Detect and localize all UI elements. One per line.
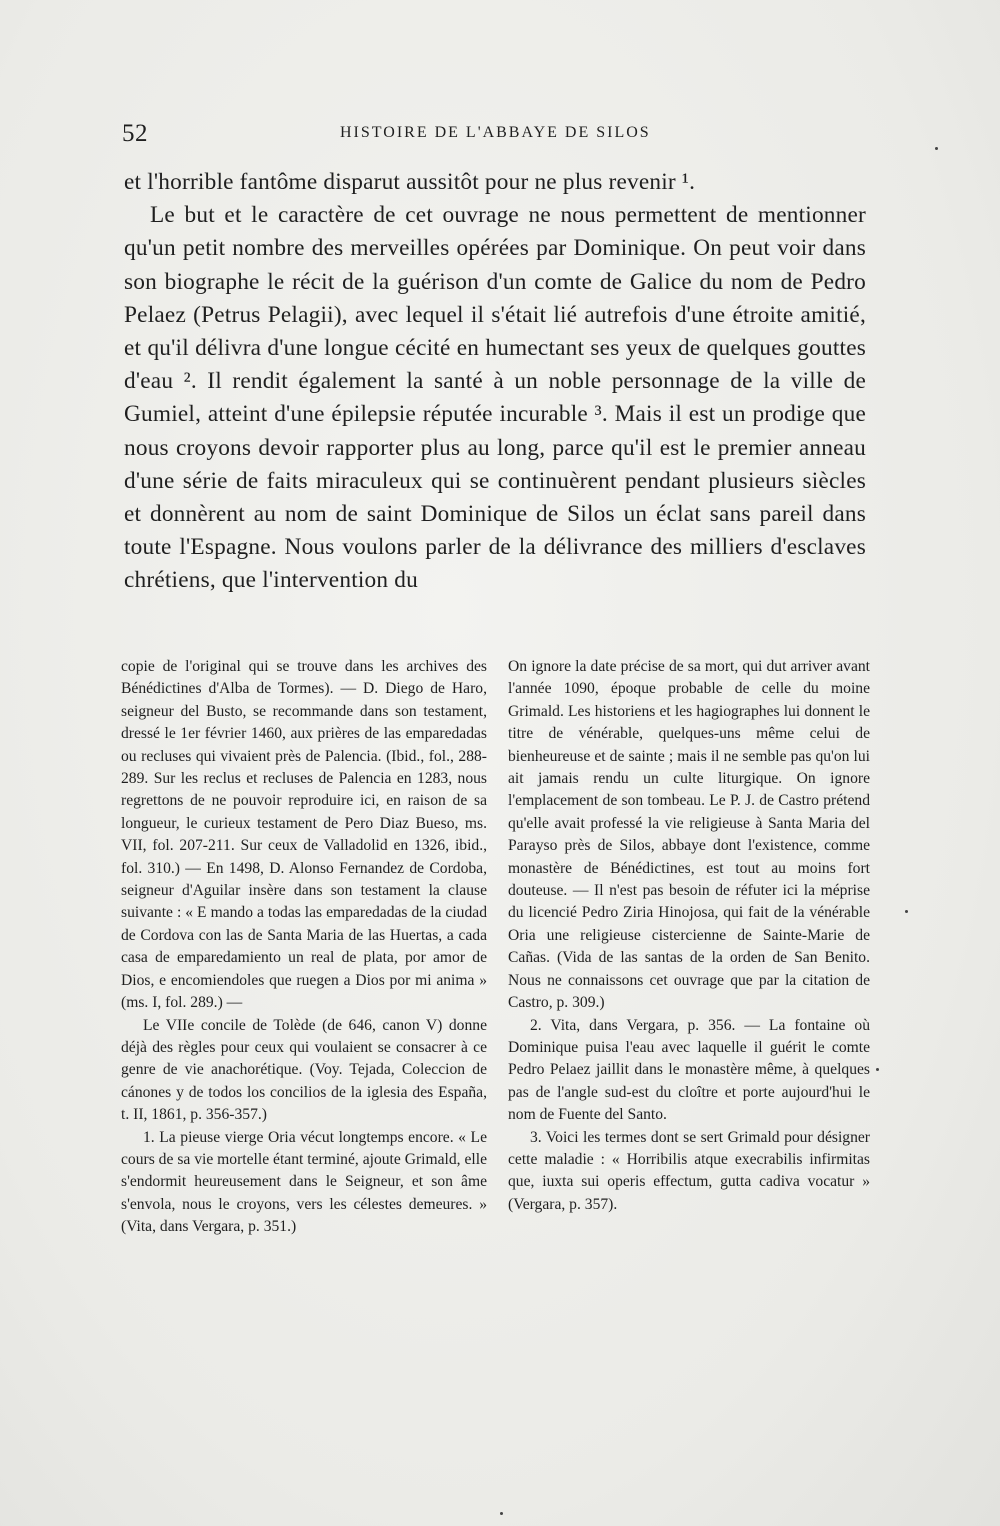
page-number: 52	[122, 120, 148, 147]
footnote-paragraph: On ignore la date précise de sa mort, qui dut arriver avant l'année 1090, époque probable de celle du moine Grimald. Les historiens et les hagiographes lui donnent le titre de vénérable, quelques-uns même celui de bienheureuse et de sainte ; mais il ne semble pas qu'on lui ait jamais rendu un culte liturgique. On ignore l'emplacement de son tombeau. Le P. J. de Castro prétend qu'elle avait professé la vie religieuse à Santa Maria del Parayso près de Silos, abbaye dont l'existence, comme monastère de Bénédictines, est tout au moins fort douteuse. — Il n'est pas besoin de réfuter ici la méprise du licencié Pedro Ziria Hinojosa, qui fait de la vénérable Oria une religieuse cistercienne de Sainte-Marie de Cañas. (Vida de las santas de la orden de San Benito. Nous ne connaissons cet ouvrage que par la citation de Castro, p. 309.)	[508, 658, 870, 1012]
main-paragraph: et l'horrible fantôme disparut aussitôt pour ne plus revenir ¹.	[124, 169, 696, 195]
running-title: HISTOIRE DE L'ABBAYE DE SILOS	[340, 124, 651, 141]
footnote-paragraph: 1. La pieuse vierge Oria vécut longtemps encore. « Le cours de sa vie mortelle étant terminé, ajoute Grimald, elle s'endormit heureusement dans le Seigneur, et son âme s'envola, nous le croyons, vers les célestes demeures. » (Vita, dans Vergara, p. 351.)	[121, 1128, 487, 1236]
print-speck	[876, 1068, 879, 1071]
page-header	[122, 118, 867, 150]
main-body-text	[124, 166, 866, 598]
footnote-paragraph: Le VIIe concile de Tolède (de 646, canon V) donne déjà des règles pour ceux qui voulaient se consacrer à ce genre de vie anachorétique. (Voy. Tejada, Coleccion de cánones y de todos los concilios de la iglesia des España, t. II, 1861, p. 356-357.)	[121, 1016, 487, 1124]
footnote-paragraph: 3. Voici les termes dont se sert Grimald pour désigner cette maladie : « Horribilis atque execrabilis infirmitas que, iuxta sui operis effectum, gutta cadiva vocatur » (Vergara, p. 357).	[508, 1128, 870, 1213]
print-speck	[935, 147, 938, 150]
footnotes-right-column	[508, 656, 870, 1216]
footnote-paragraph: 2. Vita, dans Vergara, p. 356. — La fontaine où Dominique puisa l'eau avec laquelle il guérit le comte Pedro Pelaez jaillit dans le monastère même, à quelques pas de l'angle sud-est du cloître et porte aujourd'hui le nom de Fuente del Santo.	[508, 1016, 870, 1124]
main-paragraph: Le but et le caractère de cet ouvrage ne nous permettent de mentionner qu'un petit nombre des merveilles opérées par Dominique. On peut voir dans son biographe le récit de la guérison d'un comte de Galice du nom de Pedro Pelaez (Petrus Pelagii), avec lequel il s'était lié autrefois d'une étroite amitié, et qu'il délivra d'une longue cécité en humectant ses yeux de quelques gouttes d'eau ². Il rendit également la santé à un noble personnage de la ville de Gumiel, atteint d'une épilepsie réputée incurable ³. Mais il est un prodige que nous croyons devoir rapporter plus au long, parce qu'il est le premier anneau d'une série de faits miraculeux qui se continuèrent pendant plusieurs siècles et donnèrent au nom de saint Dominique de Silos un éclat sans pareil dans toute l'Espagne. Nous voulons parler de la délivrance des milliers d'esclaves chrétiens, que l'intervention du	[124, 202, 866, 594]
print-speck	[905, 910, 908, 913]
print-speck	[500, 1512, 503, 1515]
footnote-paragraph: copie de l'original qui se trouve dans les archives des Bénédictines d'Alba de Tormes). — D. Diego de Haro, seigneur del Busto, se recommande dans son testament, dressé le 1er février 1460, aux prières de las emparedadas ou recluses qui vivaient près de Palencia. (Ibid., fol., 288-289. Sur les reclus et recluses de Palencia en 1283, nous regrettons de ne pouvoir reproduire ici, en raison de sa longueur, le curieux testament de Pero Diaz Bueso, ms. VII, fol. 207-211. Sur ceux de Valladolid en 1326, ibid., fol. 310.) — En 1498, D. Alonso Fernandez de Cordoba, seigneur d'Aguilar insère dans son testament la clause suivante : « E mando a todas las emparedadas de la ciudad de Cordova con las de Santa Maria de las Huertas, a cada casa de emparedamiento un real de plata, por amor de Dios, e encomiendoles que ruegen a Dios por mi anima » (ms. I, fol. 289.) —	[121, 658, 487, 1012]
footnotes-left-column	[121, 656, 487, 1239]
